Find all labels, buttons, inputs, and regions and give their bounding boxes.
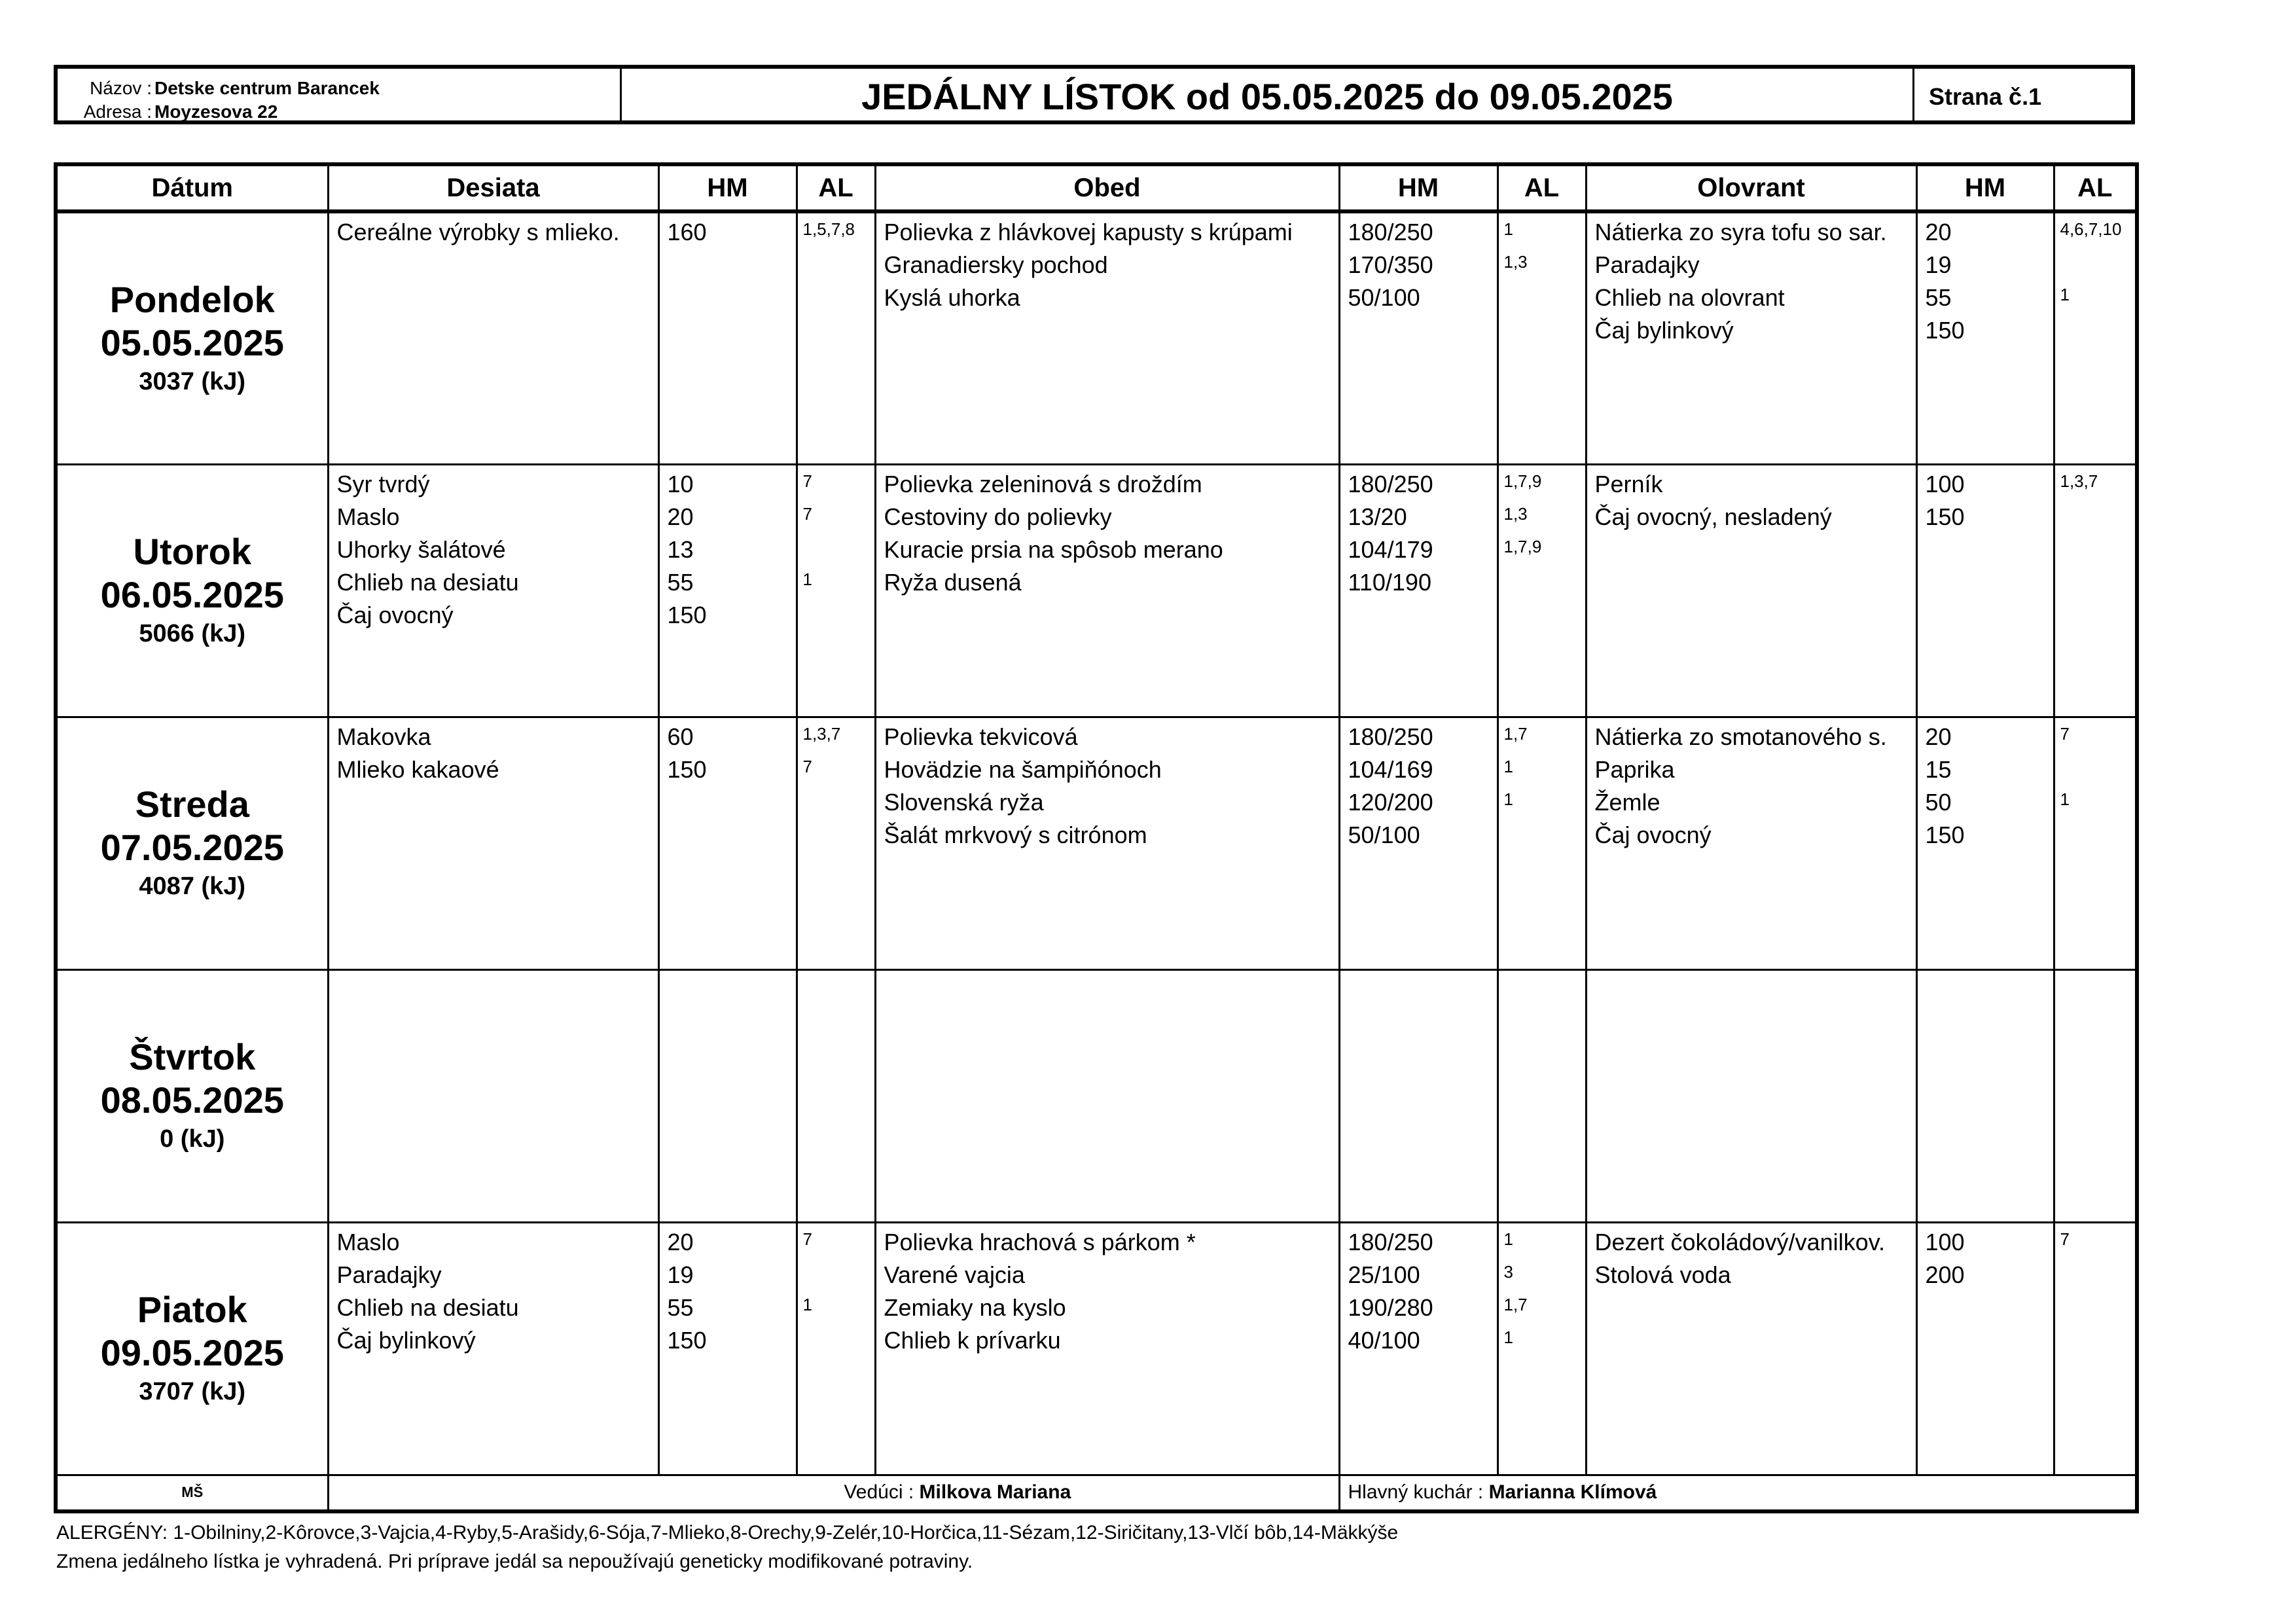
day-date-cell [56,717,328,969]
facility-address-row [73,100,620,124]
desiata-item-line: Chlieb na desiatu [336,568,519,596]
column-header-desiata-al: AL [797,164,875,211]
obed-hm-line: 170/350 [1348,251,1433,278]
olovrant-item-line: Paprika [1594,755,1675,783]
obed-al-line: 1 [1503,1229,1513,1249]
day-energy: 5066 (kJ) [139,620,246,647]
desiata-al-line [803,533,874,566]
olovrant-hm-line: 200 [1925,1261,1965,1288]
obed-al-line: 1 [1503,219,1513,239]
day-date: 05.05.2025 [100,321,284,363]
name-label: Názov : [90,78,152,98]
obed-al-cell [1498,211,1586,464]
desiata-al-cell [797,1222,875,1475]
desiata-al-line: 1,3,7 [802,723,841,744]
signature-row [56,1475,2137,1511]
olovrant-al-line: 1 [2060,789,2070,809]
facility-name-row [73,77,620,100]
olovrant-al-line [2060,819,2136,852]
obed-al-cell [1498,969,1586,1222]
obed-hm-line: 190/280 [1348,1293,1433,1321]
desiata-hm-cell [658,717,797,969]
desiata-item-cell [328,969,658,1222]
desiata-item-cell [328,1222,658,1475]
desiata-hm-line: 55 [667,1293,694,1321]
desiata-hm-line: 20 [667,503,694,530]
obed-al-cell [1498,1222,1586,1475]
desiata-al-line: 7 [802,471,812,491]
obed-hm-cell [1339,211,1498,464]
desiata-hm-line: 150 [667,755,707,783]
obed-hm-cell [1339,969,1498,1222]
obed-item-cell [875,969,1339,1222]
desiata-al-line: 1,5,7,8 [802,219,855,239]
column-header-desiata: Desiata [328,164,658,211]
desiata-al-cell [797,717,875,969]
obed-item-cell [875,464,1339,717]
desiata-al-line: 7 [802,503,812,524]
olovrant-item-line: Chlieb na olovrant [1594,284,1785,311]
olovrant-hm-line: 150 [1925,317,1965,344]
obed-al-line [1504,566,1585,599]
olovrant-hm-line: 15 [1925,755,1952,783]
chef-label: Hlavný kuchár : [1348,1481,1484,1504]
olovrant-hm-line: 19 [1925,251,1952,278]
olovrant-al-cell [2054,211,2137,464]
facility-address: Moyzesova 22 [154,101,278,122]
desiata-al-line: 7 [802,1229,812,1249]
desiata-hm-cell [658,1222,797,1475]
olovrant-item-line: Perník [1594,470,1663,497]
obed-hm-line: 104/179 [1348,535,1433,563]
obed-hm-line: 104/169 [1348,755,1433,783]
olovrant-item-cell [1586,1222,1916,1475]
olovrant-al-line [2060,753,2136,786]
chef-name: Marianna Klímová [1488,1481,1657,1504]
olovrant-item-line: Nátierka zo syra tofu so sar. [1594,219,1887,245]
olovrant-item-line: Nátierka zo smotanového s. [1594,723,1887,750]
olovrant-al-line [2060,501,2136,533]
column-header-desiata-hm: HM [658,164,797,211]
obed-item-cell [875,717,1339,969]
column-header-olovrant-al: AL [2054,164,2137,211]
desiata-hm-line: 160 [667,219,707,245]
desiata-item-line: Cereálne výrobky s mlieko. [336,219,620,245]
desiata-al-cell [797,464,875,717]
allergens-legend: ALERGÉNY: 1-Obilniny,2-Kôrovce,3-Vajcia,4-Ryby,5-Arašidy,6-Sója,7-Mlieko,8-Orechy,9-Zelér,10-Horčica,11-Sézam,12-Siričitany,13-Vlčí bôb,14-Mäkkýše [56,1522,1399,1543]
day-row [56,1222,2137,1475]
column-header-obed-al: AL [1498,164,1586,211]
obed-item-line: Varené vajcia [884,1261,1025,1288]
obed-hm-line: 120/200 [1348,788,1433,816]
day-energy: 3037 (kJ) [139,367,246,395]
olovrant-item-cell [1586,969,1916,1222]
desiata-hm-line: 150 [667,601,707,628]
obed-item-line: Šalát mrkvový s citrónom [884,821,1147,848]
olovrant-al-line [2060,249,2136,281]
menu-table [54,162,2139,1513]
olovrant-item-line: Dezert čokoládový/vanilkov. [1594,1228,1886,1255]
olovrant-al-cell [2054,464,2137,717]
obed-item-line: Zemiaky na kyslo [884,1293,1066,1321]
desiata-hm-line: 150 [667,1326,707,1354]
olovrant-item-line: Žemle [1594,788,1660,816]
olovrant-al-line [2060,1259,2136,1291]
obed-al-line: 1 [1503,789,1513,809]
olovrant-al-line: 4,6,7,10 [2060,219,2122,239]
olovrant-al-line: 7 [2060,723,2070,744]
day-row [56,464,2137,717]
desiata-hm-line: 60 [667,723,694,750]
page-number: Strana č.1 [1929,83,2042,110]
day-name: Utorok [133,531,251,572]
obed-al-cell [1498,464,1586,717]
day-row [56,717,2137,969]
olovrant-hm-cell [1916,464,2054,717]
day-name: Štvrtok [129,1036,256,1077]
obed-hm-line: 40/100 [1348,1326,1420,1354]
olovrant-hm-cell [1916,717,2054,969]
desiata-al-cell [797,969,875,1222]
footer-notes [56,1519,1398,1576]
desiata-item-line: Čaj ovocný [336,601,454,628]
olovrant-item-line: Čaj ovocný [1594,821,1712,848]
desiata-hm-cell [658,211,797,464]
obed-item-line: Kyslá uhorka [884,284,1020,311]
obed-item-line: Hovädzie na šampiňónoch [884,755,1162,783]
menu-header [54,65,2135,124]
obed-hm-line: 180/250 [1348,1228,1433,1255]
column-header-olovrant-hm: HM [1916,164,2054,211]
day-date-cell [56,464,328,717]
manager-cell [328,1475,1339,1511]
desiata-item-line: Makovka [336,723,431,750]
olovrant-item-line: Čaj bylinkový [1594,317,1734,344]
column-header-date: Dátum [56,164,328,211]
obed-al-line: 1,7,9 [1503,536,1542,556]
olovrant-al-line: 1,3,7 [2060,471,2098,491]
obed-al-line: 1 [1503,756,1513,776]
desiata-item-line: Čaj bylinkový [336,1326,476,1354]
desiata-hm-line: 55 [667,568,694,596]
day-name: Piatok [137,1289,247,1330]
desiata-hm-line: 19 [667,1261,694,1288]
obed-hm-line: 180/250 [1348,470,1433,497]
day-energy: 4087 (kJ) [139,873,246,900]
obed-hm-cell [1339,717,1498,969]
day-date-cell [56,1222,328,1475]
day-date: 09.05.2025 [100,1332,284,1373]
obed-item-line: Slovenská ryža [884,788,1044,816]
obed-item-line: Chlieb k prívarku [884,1326,1061,1354]
olovrant-hm-cell [1916,1222,2054,1475]
obed-al-cell [1498,717,1586,969]
olovrant-al-cell [2054,717,2137,969]
page-title: JEDÁLNY LÍSTOK od 05.05.2025 do 09.05.2025 [622,69,1914,120]
obed-hm-line: 110/190 [1348,568,1431,596]
obed-item-cell [875,211,1339,464]
obed-item-line: Polievka hrachová s párkom * [884,1228,1196,1255]
desiata-al-line: 7 [802,756,812,776]
obed-al-line: 3 [1503,1261,1513,1282]
olovrant-hm-cell [1916,969,2054,1222]
obed-item-line: Polievka zeleninová s droždím [884,470,1202,497]
facility-name: Detske centrum Barancek [154,78,380,98]
olovrant-al-cell [2054,1222,2137,1475]
olovrant-hm-line: 150 [1925,821,1965,848]
obed-al-line: 1,3 [1503,503,1528,524]
desiata-item-line: Maslo [336,1228,400,1255]
desiata-al-cell [797,211,875,464]
obed-hm-line: 50/100 [1348,284,1420,311]
olovrant-hm-line: 150 [1925,503,1965,530]
olovrant-hm-line: 20 [1925,723,1952,750]
manager-label: Vedúci : [844,1481,914,1504]
olovrant-item-cell [1586,211,1916,464]
olovrant-item-line: Čaj ovocný, nesladený [1594,503,1832,530]
obed-al-line: 1,7 [1503,723,1528,744]
day-date-cell [56,211,328,464]
olovrant-hm-line: 100 [1925,1228,1965,1255]
desiata-item-cell [328,211,658,464]
desiata-al-line: 1 [802,569,812,589]
obed-item-line: Ryža dusená [884,568,1022,596]
desiata-item-cell [328,464,658,717]
olovrant-item-line: Paradajky [1594,251,1700,278]
day-date: 07.05.2025 [100,827,284,868]
obed-hm-line: 180/250 [1348,219,1433,245]
disclaimer: Zmena jedálneho lístka je vyhradená. Pri príprave jedál sa nepoužívajú geneticky modifikované potraviny. [56,1551,973,1572]
column-header-olovrant: Olovrant [1586,164,1916,211]
day-energy: 3707 (kJ) [139,1378,246,1405]
chef-cell [1339,1475,2137,1511]
obed-item-line: Kuracie prsia na spôsob merano [884,535,1223,563]
desiata-item-line: Paradajky [336,1261,442,1288]
olovrant-al-cell [2054,969,2137,1222]
obed-al-line: 1,3 [1503,252,1528,272]
desiata-item-line: Maslo [336,503,400,530]
desiata-al-line: 1 [802,1294,812,1314]
olovrant-al-line [2060,314,2136,347]
desiata-hm-line: 10 [667,470,694,497]
day-energy: 0 (kJ) [160,1125,225,1153]
obed-item-line: Polievka z hlávkovej kapusty s krúpami [884,219,1293,245]
desiata-item-line: Chlieb na desiatu [336,1293,519,1321]
day-date: 08.05.2025 [100,1079,284,1121]
address-label: Adresa : [83,101,152,122]
obed-item-cell [875,1222,1339,1475]
day-date-cell [56,969,328,1222]
obed-hm-cell [1339,1222,1498,1475]
column-header-obed: Obed [875,164,1339,211]
desiata-item-line: Mlieko kakaové [336,755,499,783]
obed-al-line: 1,7 [1503,1294,1528,1314]
desiata-hm-cell [658,969,797,1222]
day-date: 06.05.2025 [100,574,284,615]
obed-hm-line: 180/250 [1348,723,1433,750]
olovrant-al-line: 1 [2060,285,2070,304]
desiata-hm-line: 20 [667,1228,694,1255]
olovrant-item-cell [1586,464,1916,717]
desiata-item-cell [328,717,658,969]
obed-hm-line: 13/20 [1348,503,1407,530]
manager-name: Milkova Mariana [919,1481,1071,1504]
obed-hm-cell [1339,464,1498,717]
obed-al-line: 1,7,9 [1503,471,1542,491]
olovrant-hm-line: 55 [1925,284,1952,311]
obed-item-line: Polievka tekvicová [884,723,1078,750]
olovrant-al-line: 7 [2060,1229,2070,1249]
desiata-al-line [803,599,874,632]
day-name: Pondelok [109,278,275,320]
obed-hm-line: 25/100 [1348,1261,1420,1288]
obed-hm-line: 50/100 [1348,821,1420,848]
obed-al-line [1504,819,1585,852]
school-code: MŠ [56,1475,328,1511]
olovrant-hm-cell [1916,211,2054,464]
desiata-item-line: Syr tvrdý [336,470,430,497]
olovrant-item-line: Stolová voda [1594,1261,1731,1288]
day-row [56,969,2137,1222]
olovrant-hm-line: 50 [1925,788,1952,816]
column-header-row [56,164,2137,211]
desiata-item-line: Uhorky šalátové [336,535,506,563]
olovrant-item-cell [1586,717,1916,969]
facility-info [58,69,622,120]
obed-item-line: Cestoviny do polievky [884,503,1112,530]
desiata-al-line [803,1259,874,1291]
olovrant-hm-line: 100 [1925,470,1965,497]
day-row [56,211,2137,464]
obed-al-line: 1 [1503,1327,1513,1347]
day-name: Streda [135,784,249,825]
olovrant-hm-line: 20 [1925,219,1952,245]
desiata-hm-cell [658,464,797,717]
obed-al-line [1504,281,1585,314]
desiata-al-line [803,1324,874,1357]
column-header-obed-hm: HM [1339,164,1498,211]
obed-item-line: Granadiersky pochod [884,251,1108,278]
desiata-hm-line: 13 [667,535,694,563]
